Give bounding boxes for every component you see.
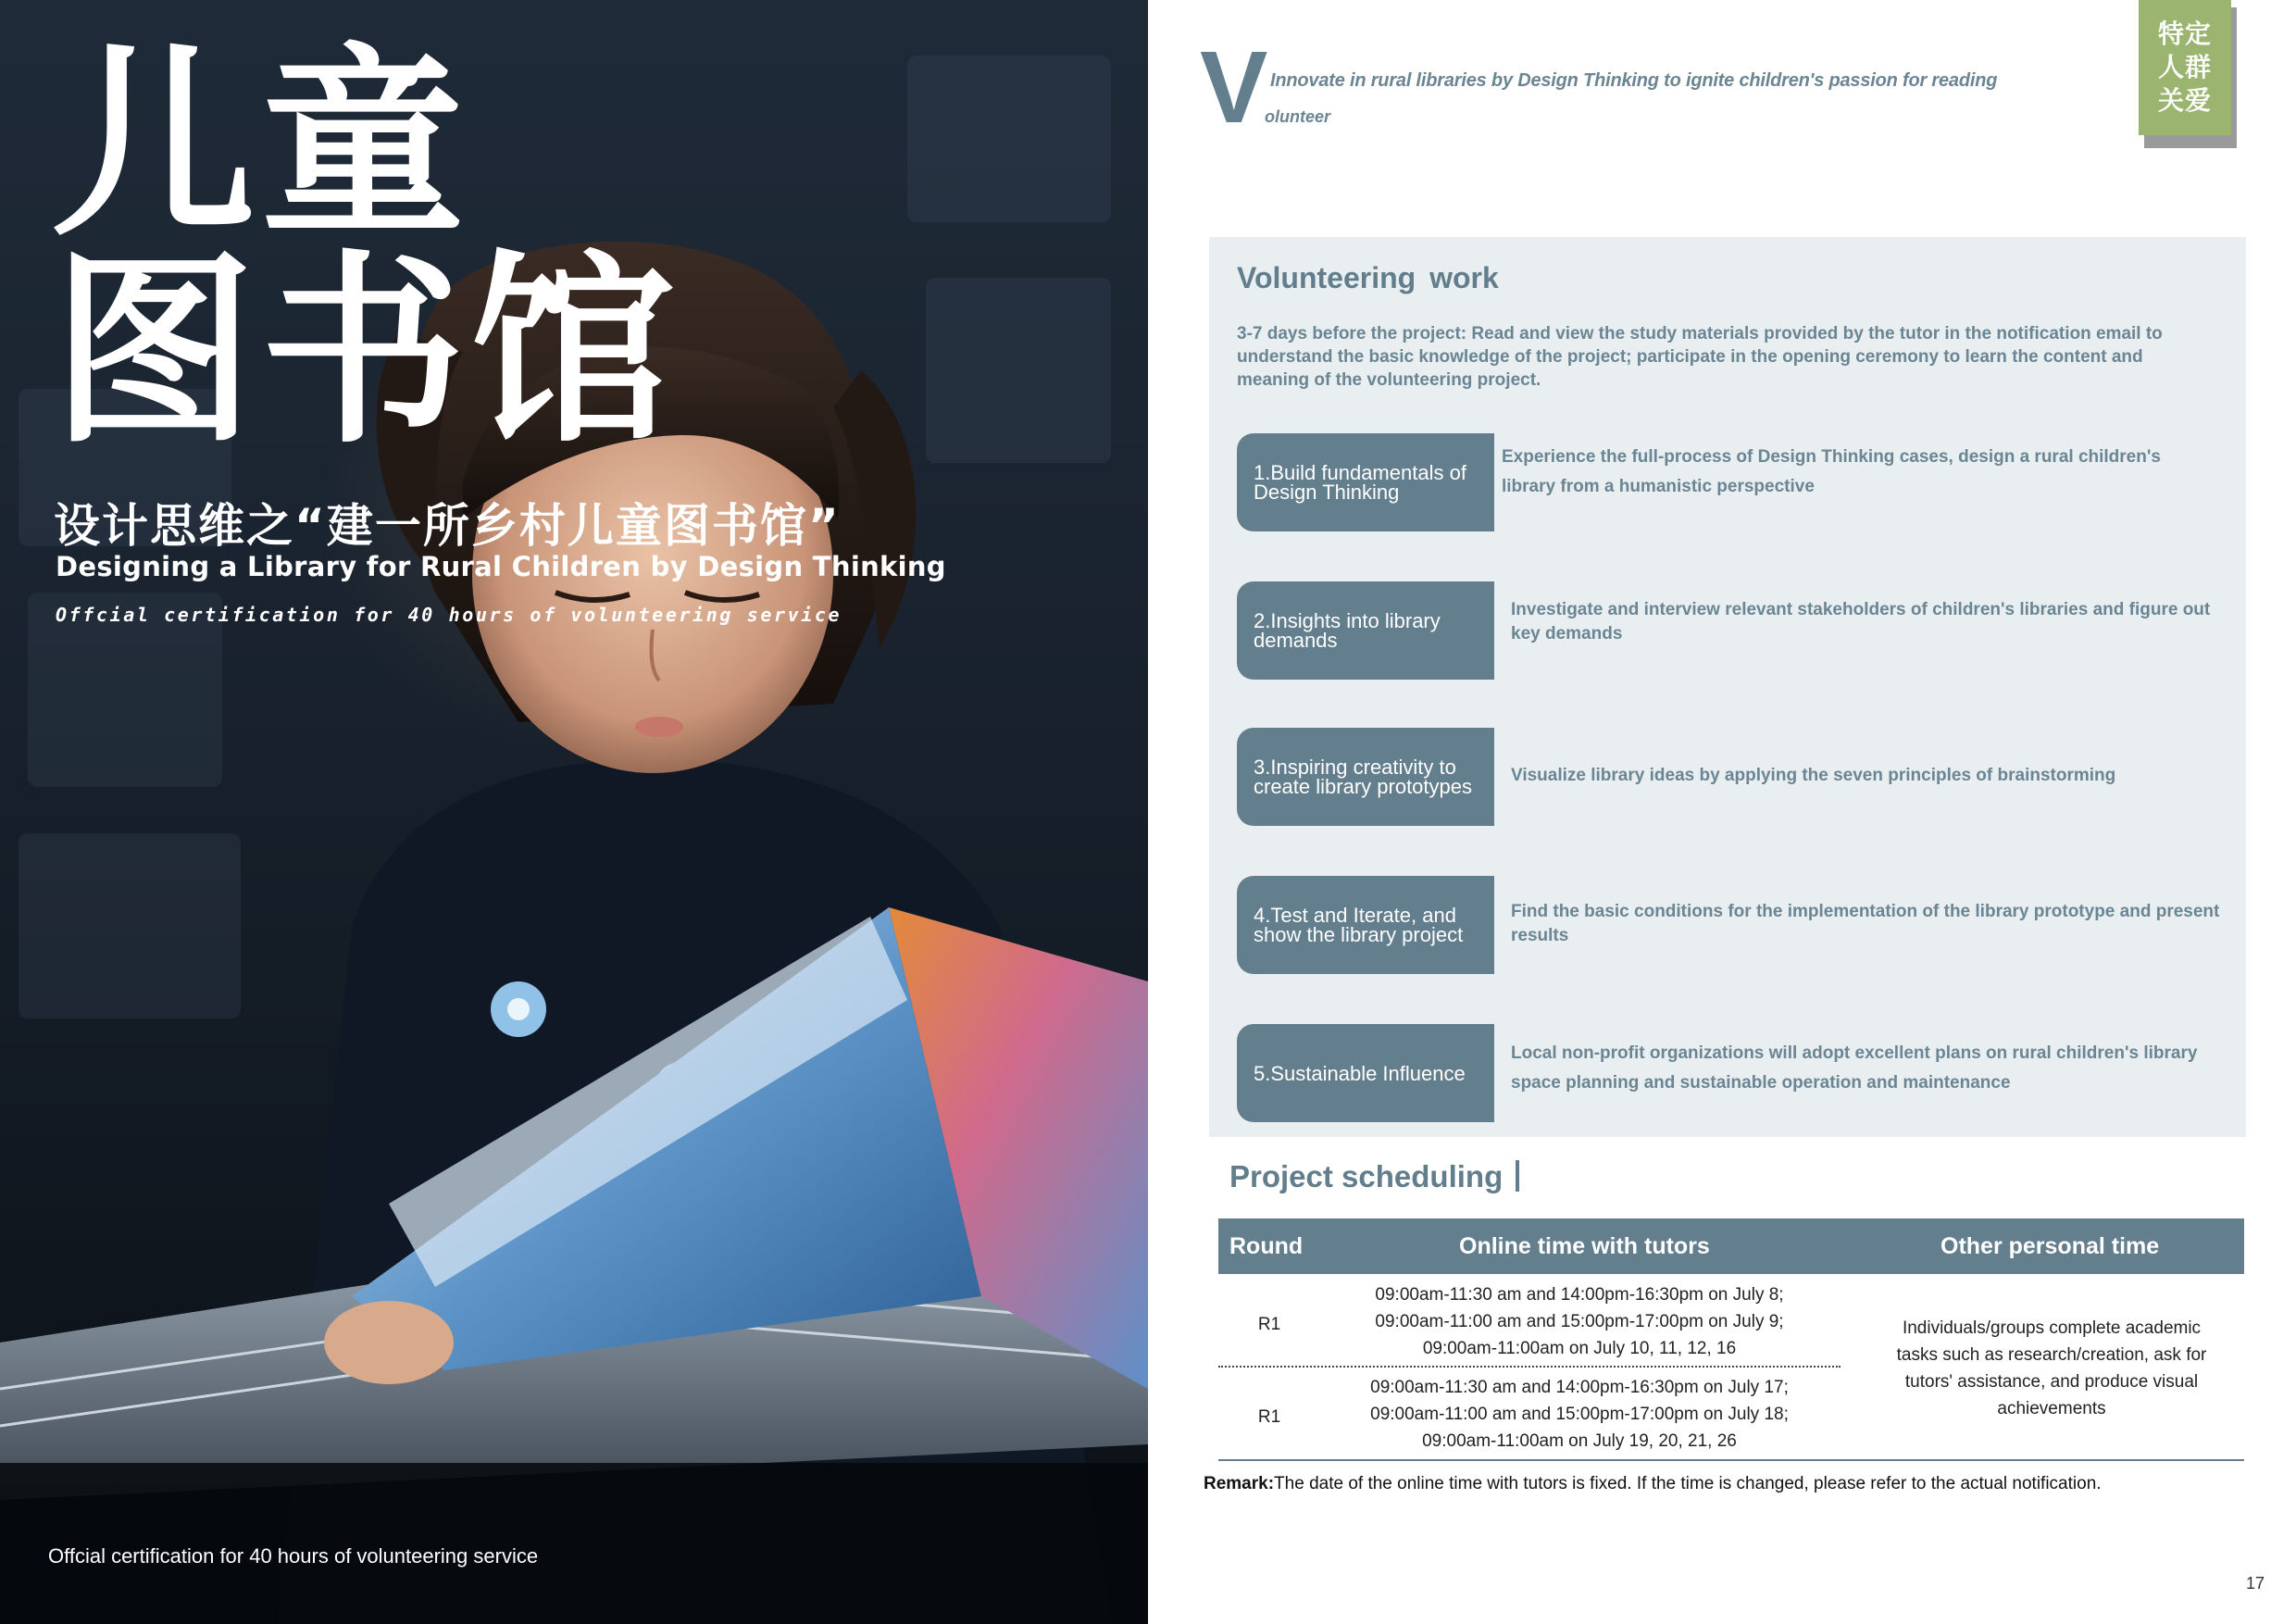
header-round: Round [1229, 1233, 1304, 1259]
remark-text: The date of the online time with tutors is fixed. If the time is changed, please refer to the actual notification. [1274, 1474, 2102, 1493]
schedule-title-text: Project scheduling [1229, 1159, 1504, 1193]
volunteering-work-intro: 3-7 days before the project: Read and view the study materials provided by the tutor in the notification email to understand the basic knowledge of the project; participate in the opening ceremony to learn the content and meaning of the volunteering project. [1237, 324, 2163, 390]
step-label-4: 4.Test and Iterate, and show the library project [1237, 876, 1494, 974]
personal-line: Individuals/groups complete academic [1902, 1318, 2202, 1338]
step-desc-2: Investigate and interview relevant stakeholders of children's libraries and figure out key demands [1511, 600, 2211, 643]
remark-note [1204, 1474, 2102, 1494]
page-number: 17 [2246, 1574, 2265, 1593]
badge-line: 关爱 [2157, 85, 2212, 116]
personal-line: tasks such as research/creation, ask for [1896, 1345, 2207, 1365]
table-header-row [1218, 1218, 2244, 1274]
step-label-1: 1.Build fundamentals of Design Thinking [1237, 433, 1494, 531]
step-desc-3: Visualize library ideas by applying the seven principles of brainstorming [1511, 766, 2116, 785]
table-bottom-rule [1218, 1459, 2244, 1461]
time-line: 09:00am-11:30 am and 14:00pm-16:30pm on July 8; [1375, 1285, 1784, 1305]
title-bar-mark [1516, 1160, 1519, 1192]
row2-round: R1 [1257, 1407, 1281, 1427]
header-word-rest: olunteer [1265, 107, 1331, 126]
volunteering-work-panel [1209, 237, 2246, 1137]
step-label-5: 5.Sustainable Influence [1237, 1024, 1494, 1122]
cover-subtitle-en: Designing a Library for Rural Children by Design Thinking [56, 551, 946, 582]
personal-time-cell [1866, 1315, 2237, 1422]
header-big-letter: V [1200, 31, 1268, 144]
row-divider [1218, 1366, 1841, 1368]
header-tagline: Innovate in rural libraries by Design Thinking to ignite children's passion for reading [1270, 70, 1998, 91]
personal-line: achievements [1997, 1399, 2106, 1418]
schedule-table [1218, 1218, 2244, 1461]
header-personal-time: Other personal time [1940, 1233, 2160, 1259]
category-badge [2139, 0, 2231, 135]
step-label-3: 3.Inspiring creativity to create library prototypes [1237, 728, 1494, 826]
row2-times [1320, 1374, 1839, 1455]
step-desc-1: Experience the full-process of Design Thinking cases, design a rural children's library from a humanistic perspective [1502, 447, 2161, 496]
time-line: 09:00am-11:00am on July 10, 11, 12, 16 [1422, 1339, 1737, 1358]
step-label-2: 2.Insights into library demands [1237, 581, 1494, 680]
personal-line: tutors' assistance, and produce visual [1904, 1372, 2199, 1392]
cover-subtitle-cn: 设计思维之“建一所乡村儿童图书馆” [54, 499, 841, 553]
badge-line: 人群 [2157, 52, 2212, 82]
schedule-title [1229, 1159, 1519, 1194]
cover-certification-footer: Offcial certification for 40 hours of volunteering service [48, 1544, 539, 1568]
cover-title-line1: 儿童 [52, 26, 471, 263]
cover-title-line2: 图书馆 [52, 233, 680, 470]
time-line: 09:00am-11:00am on July 19, 20, 21, 26 [1422, 1431, 1737, 1451]
step-desc-5: Local non-profit organizations will adopt excellent plans on rural children's library space planning and sustainable operation and maintenance [1511, 1043, 2198, 1093]
time-line: 09:00am-11:00 am and 15:00pm-17:00pm on July 9; [1375, 1312, 1784, 1331]
volunteering-work-title: Volunteering work [1237, 261, 1499, 294]
header-online-time: Online time with tutors [1459, 1233, 1710, 1259]
cover-certification-line: Offcial certification for 40 hours of volunteering service [56, 604, 842, 626]
step-desc-4: Find the basic conditions for the implementation of the library prototype and present results [1511, 902, 2220, 945]
row1-round: R1 [1257, 1315, 1281, 1334]
remark-label: Remark: [1204, 1474, 1275, 1493]
row1-times [1320, 1281, 1839, 1362]
time-line: 09:00am-11:30 am and 14:00pm-16:30pm on July 17; [1370, 1378, 1789, 1397]
badge-line: 特定 [2157, 19, 2212, 49]
time-line: 09:00am-11:00 am and 15:00pm-17:00pm on July 18; [1370, 1405, 1789, 1424]
content-page [1148, 0, 2296, 1624]
